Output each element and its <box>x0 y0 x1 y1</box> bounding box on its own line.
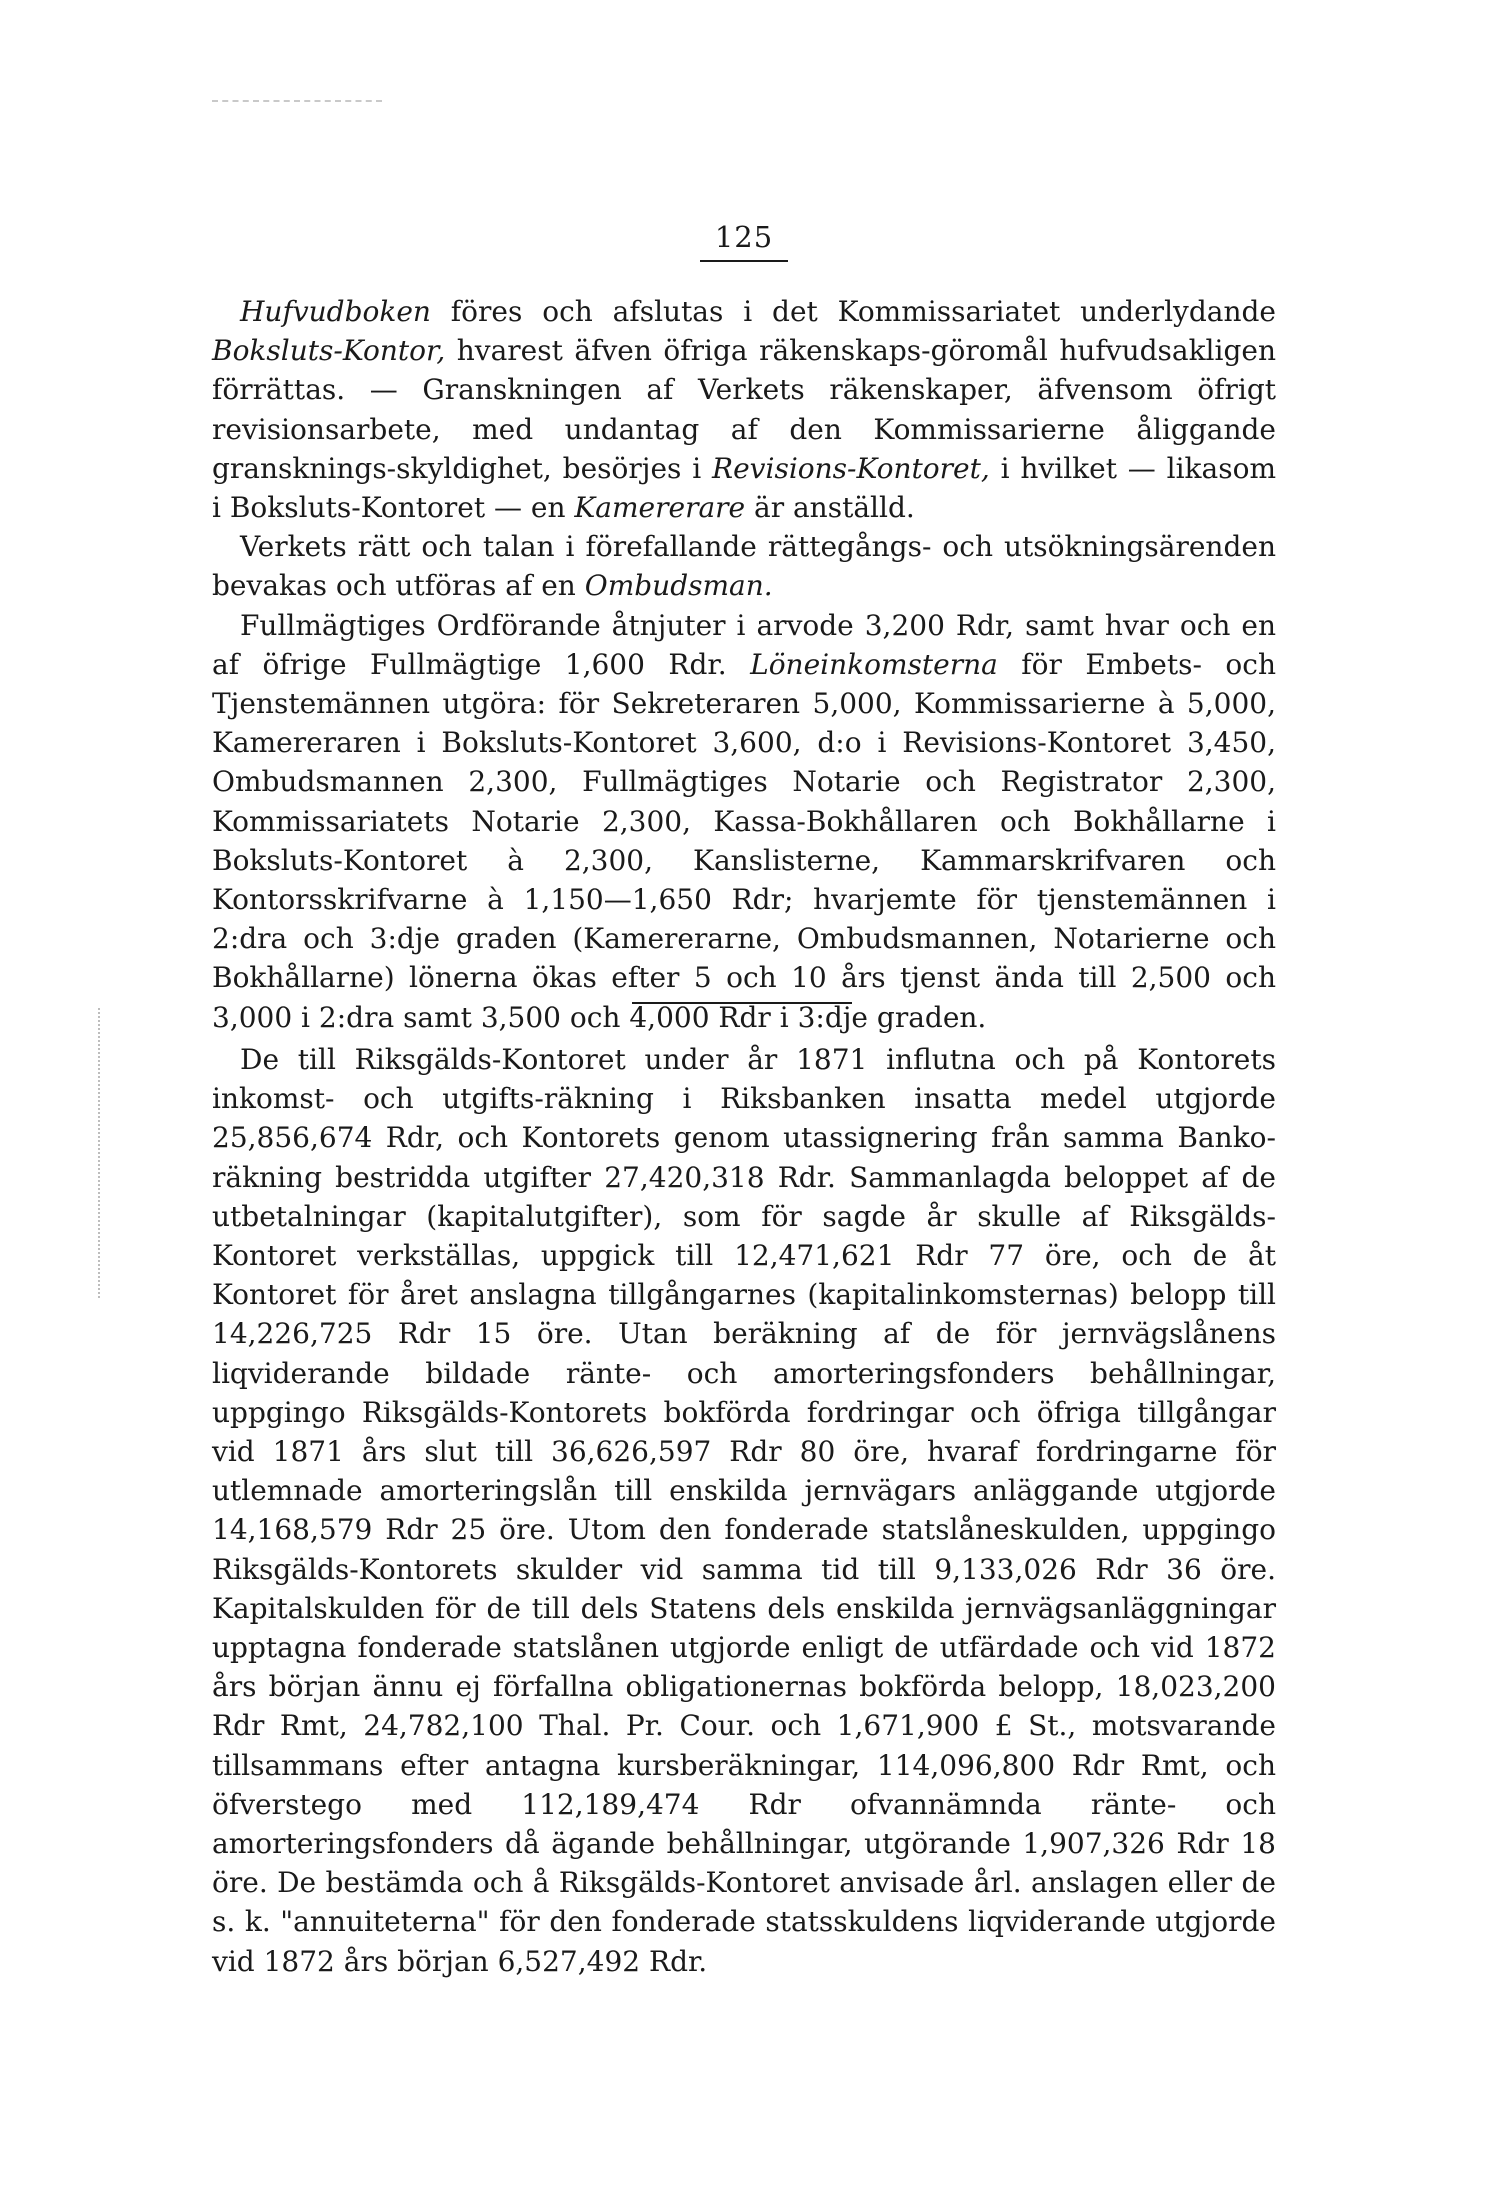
text-run: i hvilket — likasom i Boksluts-Kontoret — en <box>212 451 1276 525</box>
paragraph-salaries <box>212 606 1276 1037</box>
term-loneinkomsterna: Löneinkomsterna <box>750 647 998 681</box>
text-run: Verkets rätt och talan i förefallande rättegångs- och utsökningsärenden bevakas och utföras af en <box>212 530 1276 603</box>
paragraph-riksgalds-kontoret: De till Riksgälds-Kontoret under år 1871 influtna och på Kontorets inkomst- och utgifts-räkning i Riksbanken insatta medel utgjorde 25,856,674 Rdr, och Kontorets genom utassignering från samma Bankoräkning bestridda utgifter 27,420,318 Rdr. Sammanlagda beloppet af de utbetalningar (kapitalutgifter), som för sagde år skulle af Riksgälds-Kontoret verkställas, uppgick till 12,471,621 Rdr 77 öre, och de åt Kontoret för året anslagna tillgångarnes (kapitalinkomsternas) belopp till 14,226,725 Rdr 15 öre. Utan beräkning af de för jernvägslånens liqviderande bildade ränte- och amorteringsfonders behållningar, uppgingo Riksgälds-Kontorets bokförda fordringar och öfriga tillgångar vid 1871 års slut till 36,626,597 Rdr 80 öre, hvaraf fordringarne för utlemnade amorteringslån till enskilda jernvägars anläggande utgjorde 14,168,579 Rdr 25 öre. Utom den fonderade statslåneskulden, uppgingo Riksgälds-Kontorets skulder vid samma tid till 9,133,026 Rdr 36 öre. Kapitalskulden för de till dels Statens dels enskilda jernvägsanläggningar upptagna fonderade statslånen utgjorde enligt de utfärdade och vid 1872 års början ännu ej förfallna obligationernas bokförda belopp, 18,023,200 Rdr Rmt, 24,782,100 Thal. Pr. Cour. och 1,671,900 £ St., motsvarande tillsammans efter antagna kursberäkningar, 114,096,800 Rdr Rmt, och öfverstego med 112,189,474 Rdr ofvannämnda ränte- och amorteringsfonders då ägande behållningar, utgörande 1,907,326 Rdr 18 öre. De bestämda och å Riksgälds-Kontoret anvisade årl. anslagen eller de s. k. "annuiteterna" för den fonderade statsskuldens liqviderande utgjorde vid 1872 års början 6,527,492 Rdr. <box>212 1043 1276 1978</box>
section-divider <box>632 1002 852 1004</box>
term-ombudsman: Ombudsman. <box>584 569 773 603</box>
section-administration <box>212 292 1276 1037</box>
scan-artifact-marks <box>212 100 382 106</box>
paragraph-bookkeeping <box>212 292 1276 527</box>
text-run: är anställd. <box>745 491 915 525</box>
text-run: hvarest äfven öfriga räkenskaps-göromål hufvudsakligen förrättas. — Granskningen af Verkets räkenskaper, äfvensom öfrigt revisionsarbete, med undantag af den Kommissarierne åliggande gransknings-skyldighet, besörjes i <box>212 334 1276 485</box>
term-boksluts-kontor: Boksluts-Kontor, <box>212 334 446 368</box>
page-number: 125 <box>714 220 774 254</box>
page-number-rule <box>700 260 788 262</box>
term-revisions-kontoret: Revisions-Kontoret, <box>712 451 990 485</box>
section-finances <box>212 1040 1276 1981</box>
text-run: för Embets- och Tjenstemännen utgöra: för Sekreteraren 5,000, Kommissarierne à 5,000, Kamereraren i Boksluts-Kontoret 3,600, d:o i Revisions-Kontoret 3,450, Ombudsmannen 2,300, Fullmägtiges Notarie och Registrator 2,300, Kommissariatets Notarie 2,300, Kassa-Bokhållaren och Bokhållarne i Boksluts-Kontoret à 2,300, Kanslisterne, Kammarskrifvaren och Kontorsskrifvarne à 1,150—1,650 Rdr; hvarjemte för tjenstemännen i 2:dra och 3:dje graden (Kamererarne, Ombudsmannen, Notarierne och Bokhållarne) lönerna ökas efter 5 och 10 års tjenst ända till 2,500 och 3,000 i 2:dra samt 3,500 och 4,000 Rdr i 3:dje graden. <box>212 647 1276 1034</box>
term-hufvudboken: Hufvudboken <box>240 295 431 328</box>
text-run: Fullmägtiges Ordförande åtnjuter i arvode 3,200 Rdr, samt hvar och en af öfrige Fullmägtige 1,600 Rdr. <box>212 608 1276 681</box>
text-run: föres och afslutas i det Kommissariatet underlydande <box>430 295 1276 328</box>
paragraph-ombudsman <box>212 527 1276 605</box>
scan-margin-marks <box>98 1008 104 1298</box>
term-kamererare: Kamererare <box>574 491 746 525</box>
